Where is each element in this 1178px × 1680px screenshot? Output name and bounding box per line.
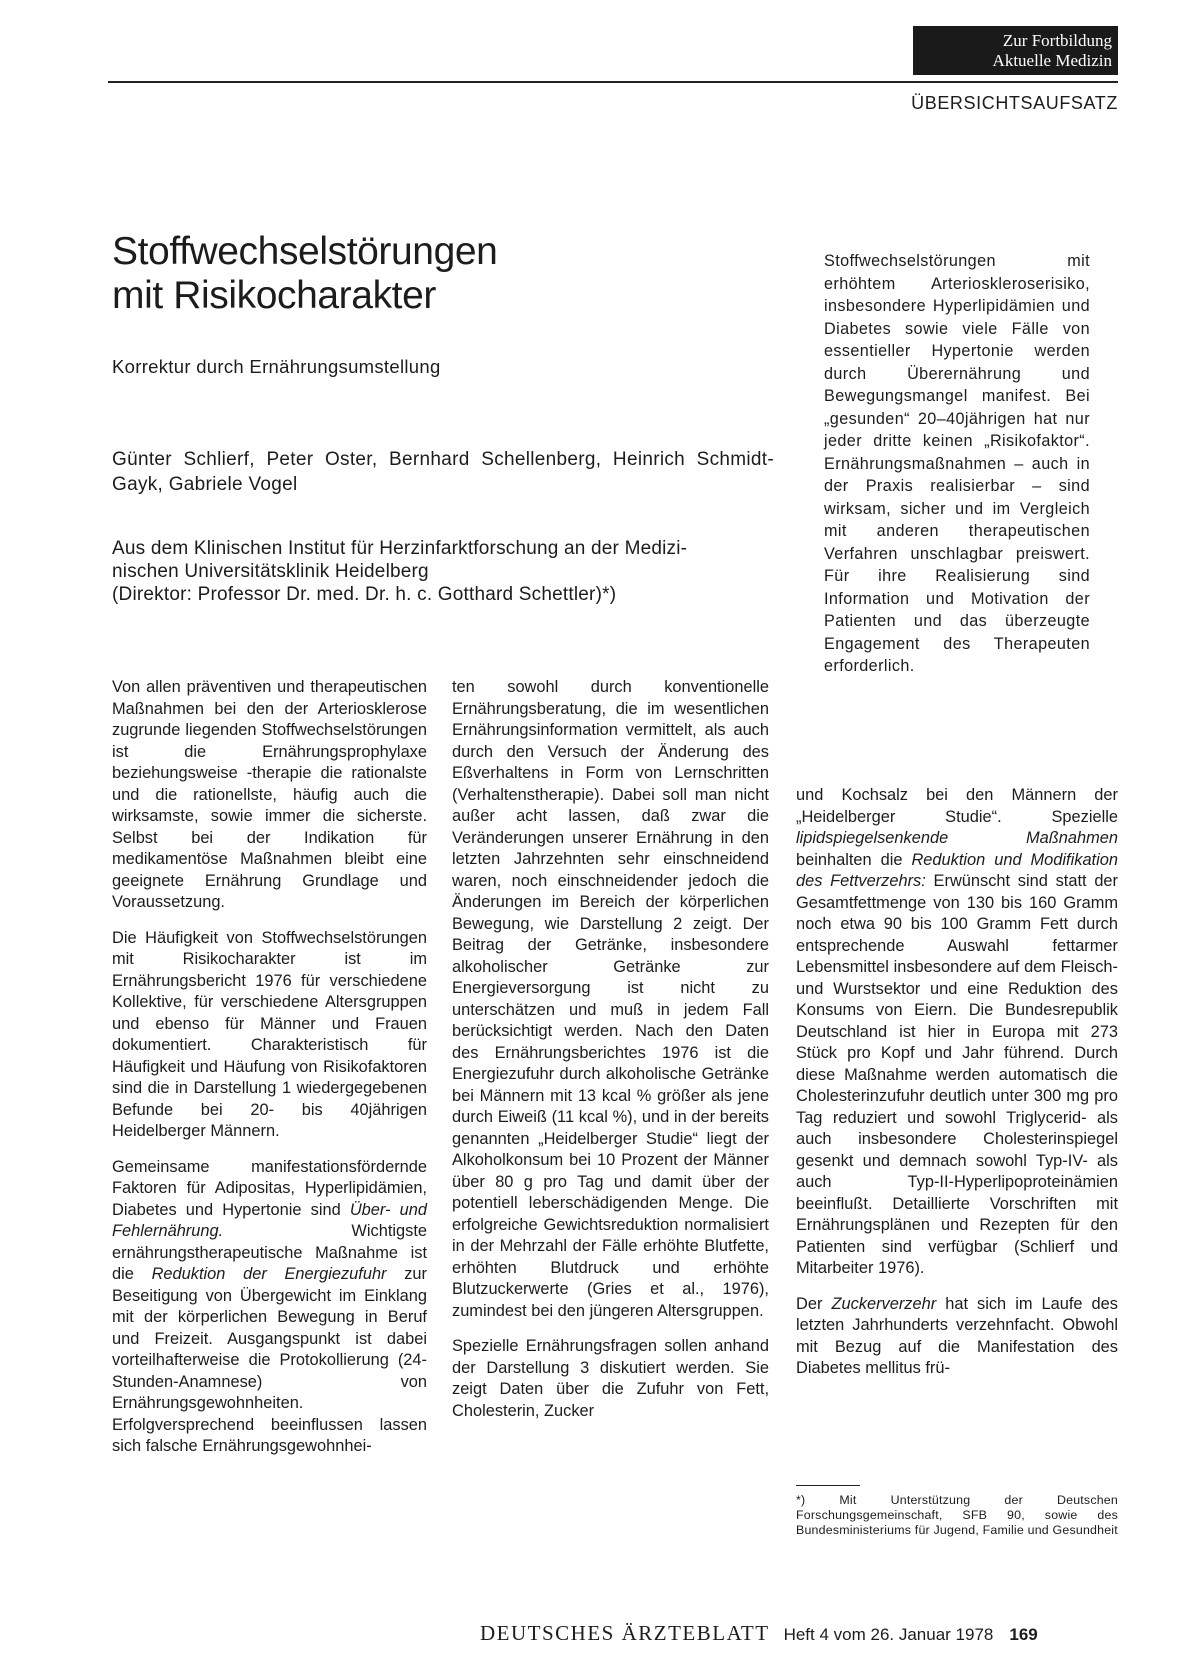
emphasis: Reduktion und Modifikation des Fettverzehrs:	[796, 850, 1118, 890]
paragraph: Die Häufigkeit von Stoffwechselstörungen mit Risikocharakter ist im Ernährungsbericht 1976 für verschiedene Kollektive, für verschiedene Altersgruppen und ebenso für Männer und Frauen dokumentiert. Charakteristisch für Häufigkeit und Häufung von Risikofaktoren sind die in Darstellung 1 wiedergegebenen Befunde bei 20- bis 40jährigen Heidelberger Männern.	[112, 928, 427, 1140]
header-rule	[108, 81, 1118, 83]
title-line-2: mit Risikocharakter	[112, 274, 436, 317]
text-run: Wichtigste ernährungstherapeutische Maßnahme ist die	[112, 1222, 427, 1283]
journal-name: DEUTSCHES ÄRZTEBLATT	[480, 1621, 770, 1645]
footnote: *) Mit Unterstützung der Deutschen Forschungsgemeinschaft, SFB 90, sowie des Bundesministeriums für Jugend, Familie und Gesundheit	[796, 1493, 1118, 1537]
paragraph	[796, 785, 1118, 1280]
rubric-line-2: Aktuelle Medizin	[992, 51, 1112, 70]
emphasis: Zuckerverzehr	[831, 1294, 937, 1313]
rubric-tag	[913, 26, 1118, 75]
paragraph: Von allen präventiven und therapeutischen Maßnahmen bei den der Arteriosklerose zugrunde liegenden Stoffwechselstörungen ist die Ernährungsprophylaxe beziehungsweise -therapie die rationalste und die rationellste, häufig auch die wirksamste, sowie immer die sicherste. Selbst bei der Indikation für medikamentöse Maßnahmen bleibt eine geeignete Ernährung Grundlage und Voraussetzung.	[112, 678, 427, 911]
text-run: Erwünscht sind statt der Gesamtfettmenge von 130 bis 160 Gramm noch etwa 90 bis 100 Gramm Fett durch entsprechende Auswahl fettarmer Lebensmittel insbesondere auf dem Fleisch- und Wurstsektor und eine Reduktion des Konsums von Eiern. Die Bundesrepublik Deutschland ist hier in Europa mit 273 Stück pro Kopf und Jahr führend. Durch diese Maßnahme werden automatisch die Cholesterinzufuhr deutlich unter 300 mg pro Tag reduziert und sowohl Triglycerid- als auch insbesondere Cholesterinspiegel gesenkt und demnach sowohl Typ-IV- als auch Typ-II-Hyperlipoproteinämien beeinflußt. Detaillierte Vorschriften mit Ernährungsplänen und Rezepten für den Patienten sind verfügbar (Schlierf und Mitarbeiter 1976).	[796, 872, 1119, 1277]
rubric-line-1: Zur Fortbildung	[1002, 31, 1112, 50]
text-run: beinhalten die	[796, 850, 912, 869]
text-column-3	[796, 785, 1118, 1394]
footnote-rule	[796, 1485, 860, 1486]
title-line-1: Stoffwechselstörungen	[112, 230, 498, 273]
affiliation-line-2: nischen Universitätsklinik Heidelberg	[112, 561, 429, 582]
paragraph: Spezielle Ernährungsfragen sollen anhand der Darstellung 3 diskutiert werden. Sie zeigt Daten über die Zufuhr von Fett, Cholesterin, Zucker	[452, 1337, 769, 1420]
page-number: 169	[1009, 1625, 1038, 1644]
text-run: zur Beseitigung von Übergewicht im Einklang mit der körperlichen Bewegung in Beruf und Freizeit. Ausgangspunkt ist dabei vorteilhafterweise die Protokollierung (24-Stunden-Anamnese) von Ernährungsgewohnheiten. Erfolgversprechend beeinflussen lassen sich falsche Ernährungsgewohnhei-	[112, 1265, 427, 1455]
emphasis: lipidspiegelsenkende Maßnahmen	[796, 829, 1118, 847]
paragraph: ten sowohl durch konventionelle Ernährungsberatung, die im wesentlichen Ernährungsinformation vermittelt, als auch durch den Versuch der Änderung des Eßverhaltens in Form von Lernschritten (Verhaltenstherapie). Dabei soll man nicht außer acht lassen, daß zwar die Veränderungen unserer Ernährung in den letzten Jahrzehnten sehr einschneidend waren, noch einschneidender jedoch die Änderungen im Bereich der körperlichen Bewegung, wie Darstellung 2 zeigt. Der Beitrag der Getränke, insbesondere alkoholischer Getränke zur Energieversorgung ist nicht zu unterschätzen und muß in jedem Fall berücksichtigt werden. Nach den Daten des Ernährungsberichtes 1976 ist die Energiezufuhr durch alkoholische Getränke bei Männern mit 13 kcal % größer als jene durch Eiweiß (11 kcal %), und in der bereits genannten „Heidelberger Studie“ liegt der Alkoholkonsum bei 10 Prozent der Männer über 80 g pro Tag und damit über der potentiell leberschädigenden Menge. Die erfolgreiche Gewichtsreduktion normalisiert in der Mehrzahl der Fälle erhöhte Blutfette, erhöhten Blutdruck und erhöhte Blutzuckerwerte (Gries et al., 1976), zumindest bei den jüngeren Altersgruppen.	[452, 678, 769, 1320]
abstract: Stoffwechselstörungen mit erhöhtem Arterioskleroserisiko, insbesondere Hyperlipidämien und Diabetes sowie viele Fälle von essentieller Hypertonie werden durch Überernährung und Bewegungsmangel manifest. Bei „gesunden“ 20–40jährigen hat nur jeder dritte keinen „Risikofaktor“. Ernährungsmaßnahmen – auch in der Praxis realisierbar – sind wirksam, sicher und im Vergleich mit anderen therapeutischen Verfahren unschlagbar preiswert. Für ihre Realisierung sind Information und Motivation der Patienten und das überzeugte Engagement des Therapeuten erforderlich.	[824, 252, 1090, 675]
text-run: hat sich im Laufe des letzten Jahrhunderts verzehnfacht. Obwohl mit Bezug auf die Manifestation des Diabetes mellitus frü-	[796, 1294, 1118, 1377]
affiliation-line-3: (Direktor: Professor Dr. med. Dr. h. c. Gotthard Schettler)*)	[112, 584, 617, 605]
page-footer	[480, 1621, 1038, 1646]
article-title	[112, 230, 712, 318]
text-run: und Kochsalz bei den Männern der „Heidelberger Studie“. Spezielle	[796, 786, 1118, 826]
paragraph	[112, 1157, 427, 1458]
text-column-2	[452, 677, 769, 1436]
author-list: Günter Schlierf, Peter Oster, Bernhard Schellenberg, Heinrich Schmidt-Gayk, Gabriele Vogel	[112, 449, 774, 495]
issue-info: Heft 4 vom 26. Januar 1978	[783, 1625, 994, 1644]
emphasis: Reduktion der Energiezufuhr	[151, 1265, 387, 1283]
article-subtitle: Korrektur durch Ernährungsumstellung	[112, 356, 441, 377]
section-label: ÜBERSICHTSAUFSATZ	[911, 93, 1118, 113]
emphasis: Über- und Fehlernährung.	[112, 1200, 427, 1240]
text-run: Gemeinsame manifestationsfördernde Faktoren für Adipositas, Hyperlipidämien, Diabetes und Hypertonie sind	[112, 1157, 427, 1219]
text-column-1	[112, 677, 427, 1472]
text-run: Der	[796, 1294, 832, 1313]
paragraph	[796, 1294, 1118, 1380]
affiliation	[112, 537, 774, 606]
affiliation-line-1: Aus dem Klinischen Institut für Herzinfarktforschung an der Medizi-	[112, 538, 688, 559]
